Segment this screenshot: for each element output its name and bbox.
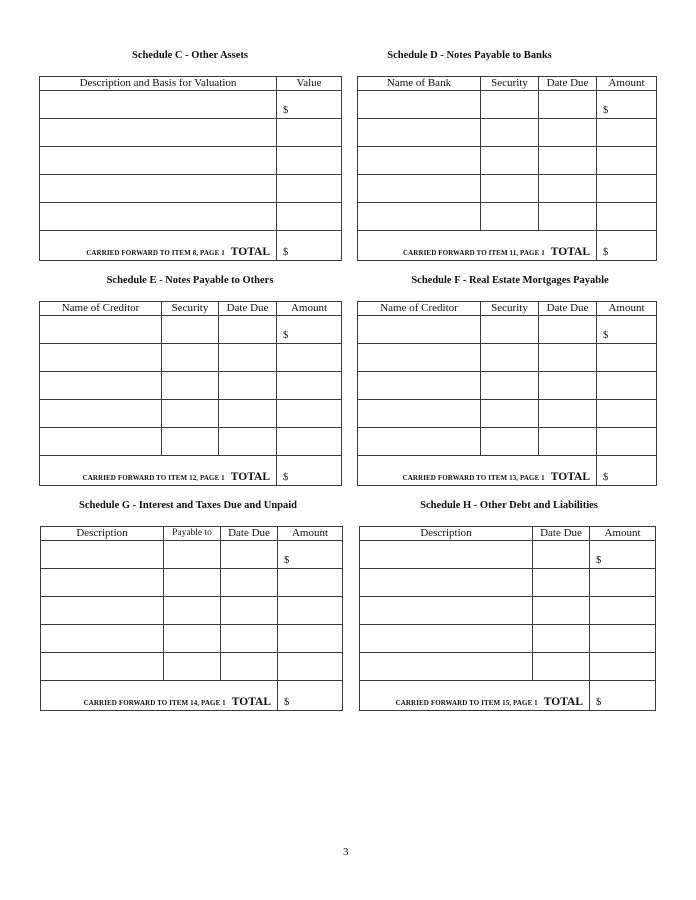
date-due-cell[interactable]	[533, 597, 590, 625]
amount-cell[interactable]	[597, 372, 657, 400]
carried-forward-text: CARRIED FORWARD TO ITEM 14, PAGE 1	[83, 699, 226, 707]
total-amount-cell[interactable]	[590, 681, 656, 711]
total-amount-cell[interactable]	[278, 681, 343, 711]
amount-cell[interactable]	[278, 625, 343, 653]
amount-cell[interactable]	[277, 344, 342, 372]
dollar-sign: $	[283, 105, 289, 116]
value-cell[interactable]	[277, 203, 342, 231]
table-row	[41, 653, 343, 681]
date-due-cell[interactable]	[219, 316, 277, 344]
table-row	[360, 653, 656, 681]
description-cell[interactable]	[360, 653, 533, 681]
date-due-cell[interactable]	[533, 569, 590, 597]
column-header: Security	[162, 302, 219, 316]
schedule-c-title: Schedule C - Other Assets	[132, 50, 248, 61]
dollar-sign: $	[283, 472, 289, 483]
header-row	[40, 77, 342, 91]
table-row	[358, 147, 657, 175]
creditor-name-cell[interactable]	[358, 428, 481, 456]
date-due-cell[interactable]	[221, 541, 278, 569]
value-cell[interactable]	[277, 119, 342, 147]
column-header: Description	[41, 527, 164, 541]
description-cell[interactable]	[41, 569, 164, 597]
date-due-cell[interactable]	[219, 344, 277, 372]
dollar-sign: $	[284, 697, 290, 708]
description-cell[interactable]	[360, 625, 533, 653]
dollar-sign: $	[283, 330, 289, 341]
security-cell[interactable]	[162, 428, 219, 456]
total-value-cell[interactable]	[277, 231, 342, 261]
column-header: Name of Creditor	[40, 302, 162, 316]
description-cell[interactable]	[40, 91, 277, 119]
total-label	[358, 231, 597, 261]
dollar-sign: $	[284, 555, 290, 566]
schedule-g-title: Schedule G - Interest and Taxes Due and Unpaid	[78, 500, 298, 511]
amount-cell[interactable]	[590, 653, 656, 681]
date-due-cell[interactable]	[539, 316, 597, 344]
amount-cell[interactable]	[277, 400, 342, 428]
table-row	[358, 428, 657, 456]
column-header: Value	[277, 77, 342, 91]
amount-cell[interactable]	[277, 372, 342, 400]
amount-cell[interactable]	[597, 91, 657, 119]
column-header: Amount	[597, 77, 657, 91]
table-row	[358, 91, 657, 119]
schedule-c-table	[39, 76, 342, 261]
description-cell[interactable]	[360, 541, 533, 569]
carried-forward-text: CARRIED FORWARD TO ITEM 13, PAGE 1	[402, 474, 545, 482]
description-cell[interactable]	[360, 569, 533, 597]
carried-forward-text: CARRIED FORWARD TO ITEM 12, PAGE 1	[82, 474, 225, 482]
schedule-h-title: Schedule H - Other Debt and Liabilities	[420, 500, 598, 511]
bank-name-cell[interactable]	[358, 91, 481, 119]
table-row	[358, 203, 657, 231]
table-row	[360, 625, 656, 653]
carried-forward-text: CARRIED FORWARD TO ITEM 11, PAGE 1	[402, 249, 545, 257]
table-row	[40, 344, 342, 372]
schedule-f-title: Schedule F - Real Estate Mortgages Payable	[411, 275, 609, 286]
column-header: Date Due	[539, 77, 597, 91]
amount-cell[interactable]	[597, 203, 657, 231]
creditor-name-cell[interactable]	[358, 372, 481, 400]
schedule-h-table	[359, 526, 656, 711]
amount-cell[interactable]	[597, 344, 657, 372]
schedule-g-table	[40, 526, 343, 711]
value-cell[interactable]	[277, 147, 342, 175]
amount-cell[interactable]	[277, 428, 342, 456]
bank-name-cell[interactable]	[358, 119, 481, 147]
table-row	[358, 316, 657, 344]
header-row	[358, 302, 657, 316]
creditor-name-cell[interactable]	[40, 316, 162, 344]
column-header: Date Due	[533, 527, 590, 541]
table-row	[360, 569, 656, 597]
schedule-d-table	[357, 76, 657, 261]
creditor-name-cell[interactable]	[40, 372, 162, 400]
amount-cell[interactable]	[590, 597, 656, 625]
table-row	[41, 569, 343, 597]
amount-cell[interactable]	[597, 119, 657, 147]
date-due-cell[interactable]	[533, 541, 590, 569]
total-amount-cell[interactable]	[597, 231, 657, 261]
security-cell[interactable]	[162, 400, 219, 428]
table-row	[360, 541, 656, 569]
description-cell[interactable]	[41, 625, 164, 653]
header-row	[360, 527, 656, 541]
dollar-sign: $	[596, 697, 602, 708]
schedule-e-table	[39, 301, 342, 486]
table-row	[40, 316, 342, 344]
amount-cell[interactable]	[278, 569, 343, 597]
total-word: TOTAL	[550, 471, 590, 483]
dollar-sign: $	[596, 555, 602, 566]
column-header: Amount	[277, 302, 342, 316]
security-cell[interactable]	[481, 344, 539, 372]
page-number: 3	[343, 846, 349, 858]
column-header: Name of Creditor	[358, 302, 481, 316]
carried-forward-text: CARRIED FORWARD TO ITEM 8, PAGE 1	[86, 249, 225, 257]
column-header: Date Due	[539, 302, 597, 316]
total-word: TOTAL	[230, 246, 270, 258]
dollar-sign: $	[603, 105, 609, 116]
total-word: TOTAL	[550, 246, 590, 258]
schedule-e-title: Schedule E - Notes Payable to Others	[106, 275, 274, 286]
total-row	[360, 681, 656, 711]
date-due-cell[interactable]	[539, 119, 597, 147]
column-header: Date Due	[221, 527, 278, 541]
column-header: Description	[360, 527, 533, 541]
column-header: Date Due	[219, 302, 277, 316]
security-cell[interactable]	[162, 372, 219, 400]
table-row	[360, 597, 656, 625]
amount-cell[interactable]	[277, 316, 342, 344]
payable-to-cell[interactable]	[164, 541, 221, 569]
total-row	[358, 456, 657, 486]
description-cell[interactable]	[41, 653, 164, 681]
table-row	[40, 372, 342, 400]
total-amount-cell[interactable]	[597, 456, 657, 486]
date-due-cell[interactable]	[219, 428, 277, 456]
table-row	[40, 147, 342, 175]
amount-cell[interactable]	[278, 597, 343, 625]
table-row	[358, 400, 657, 428]
bank-name-cell[interactable]	[358, 203, 481, 231]
column-header: Amount	[590, 527, 656, 541]
table-row	[358, 119, 657, 147]
column-header: Amount	[597, 302, 657, 316]
total-row	[40, 456, 342, 486]
creditor-name-cell[interactable]	[40, 400, 162, 428]
date-due-cell[interactable]	[221, 653, 278, 681]
table-row	[358, 175, 657, 203]
creditor-name-cell[interactable]	[358, 344, 481, 372]
amount-cell[interactable]	[278, 653, 343, 681]
amount-cell[interactable]	[597, 316, 657, 344]
date-due-cell[interactable]	[221, 597, 278, 625]
payable-to-cell[interactable]	[164, 625, 221, 653]
creditor-name-cell[interactable]	[358, 316, 481, 344]
header-row	[41, 527, 343, 541]
security-cell[interactable]	[481, 175, 539, 203]
total-amount-cell[interactable]	[277, 456, 342, 486]
dollar-sign: $	[603, 330, 609, 341]
security-cell[interactable]	[481, 400, 539, 428]
total-word: TOTAL	[543, 696, 583, 708]
dollar-sign: $	[603, 247, 609, 258]
amount-cell[interactable]	[278, 541, 343, 569]
amount-cell[interactable]	[590, 625, 656, 653]
carried-forward-text: CARRIED FORWARD TO ITEM 15, PAGE 1	[395, 699, 538, 707]
total-row	[41, 681, 343, 711]
description-cell[interactable]	[41, 541, 164, 569]
table-row	[40, 175, 342, 203]
date-due-cell[interactable]	[221, 625, 278, 653]
payable-to-cell[interactable]	[164, 653, 221, 681]
security-cell[interactable]	[481, 119, 539, 147]
description-cell[interactable]	[40, 203, 277, 231]
bank-name-cell[interactable]	[358, 147, 481, 175]
date-due-cell[interactable]	[539, 428, 597, 456]
creditor-name-cell[interactable]	[40, 344, 162, 372]
security-cell[interactable]	[162, 344, 219, 372]
date-due-cell[interactable]	[219, 400, 277, 428]
total-label	[40, 456, 277, 486]
amount-cell[interactable]	[590, 569, 656, 597]
security-cell[interactable]	[481, 91, 539, 119]
description-cell[interactable]	[360, 597, 533, 625]
security-cell[interactable]	[481, 203, 539, 231]
date-due-cell[interactable]	[539, 400, 597, 428]
dollar-sign: $	[283, 247, 289, 258]
total-word: TOTAL	[230, 471, 270, 483]
security-cell[interactable]	[162, 316, 219, 344]
date-due-cell[interactable]	[539, 372, 597, 400]
table-row	[41, 597, 343, 625]
total-label	[41, 681, 278, 711]
header-row	[358, 77, 657, 91]
table-row	[41, 541, 343, 569]
table-row	[40, 428, 342, 456]
column-header: Security	[481, 302, 539, 316]
table-row	[40, 91, 342, 119]
description-cell[interactable]	[40, 175, 277, 203]
column-header: Amount	[278, 527, 343, 541]
amount-cell[interactable]	[597, 175, 657, 203]
total-row	[40, 231, 342, 261]
security-cell[interactable]	[481, 316, 539, 344]
amount-cell[interactable]	[597, 147, 657, 175]
amount-cell[interactable]	[590, 541, 656, 569]
payable-to-cell[interactable]	[164, 597, 221, 625]
schedule-f-table	[357, 301, 657, 486]
table-row	[358, 372, 657, 400]
security-cell[interactable]	[481, 372, 539, 400]
table-row	[358, 344, 657, 372]
total-label	[40, 231, 277, 261]
value-cell[interactable]	[277, 91, 342, 119]
schedule-d-title: Schedule D - Notes Payable to Banks	[387, 50, 552, 61]
description-cell[interactable]	[41, 597, 164, 625]
date-due-cell[interactable]	[539, 175, 597, 203]
bank-name-cell[interactable]	[358, 175, 481, 203]
description-cell[interactable]	[40, 147, 277, 175]
total-word: TOTAL	[231, 696, 271, 708]
amount-cell[interactable]	[597, 400, 657, 428]
table-row	[41, 625, 343, 653]
date-due-cell[interactable]	[533, 653, 590, 681]
total-label	[358, 456, 597, 486]
description-cell[interactable]	[40, 119, 277, 147]
date-due-cell[interactable]	[539, 344, 597, 372]
header-row	[40, 302, 342, 316]
date-due-cell[interactable]	[221, 569, 278, 597]
value-cell[interactable]	[277, 175, 342, 203]
column-header: Name of Bank	[358, 77, 481, 91]
total-label	[360, 681, 590, 711]
date-due-cell[interactable]	[533, 625, 590, 653]
creditor-name-cell[interactable]	[358, 400, 481, 428]
payable-to-cell[interactable]	[164, 569, 221, 597]
date-due-cell[interactable]	[539, 91, 597, 119]
date-due-cell[interactable]	[539, 147, 597, 175]
date-due-cell[interactable]	[219, 372, 277, 400]
security-cell[interactable]	[481, 428, 539, 456]
column-header: Payable to	[164, 527, 221, 541]
date-due-cell[interactable]	[539, 203, 597, 231]
amount-cell[interactable]	[597, 428, 657, 456]
column-header: Security	[481, 77, 539, 91]
total-row	[358, 231, 657, 261]
table-row	[40, 400, 342, 428]
dollar-sign: $	[603, 472, 609, 483]
security-cell[interactable]	[481, 147, 539, 175]
creditor-name-cell[interactable]	[40, 428, 162, 456]
table-row	[40, 119, 342, 147]
table-row	[40, 203, 342, 231]
column-header: Description and Basis for Valuation	[40, 77, 277, 91]
